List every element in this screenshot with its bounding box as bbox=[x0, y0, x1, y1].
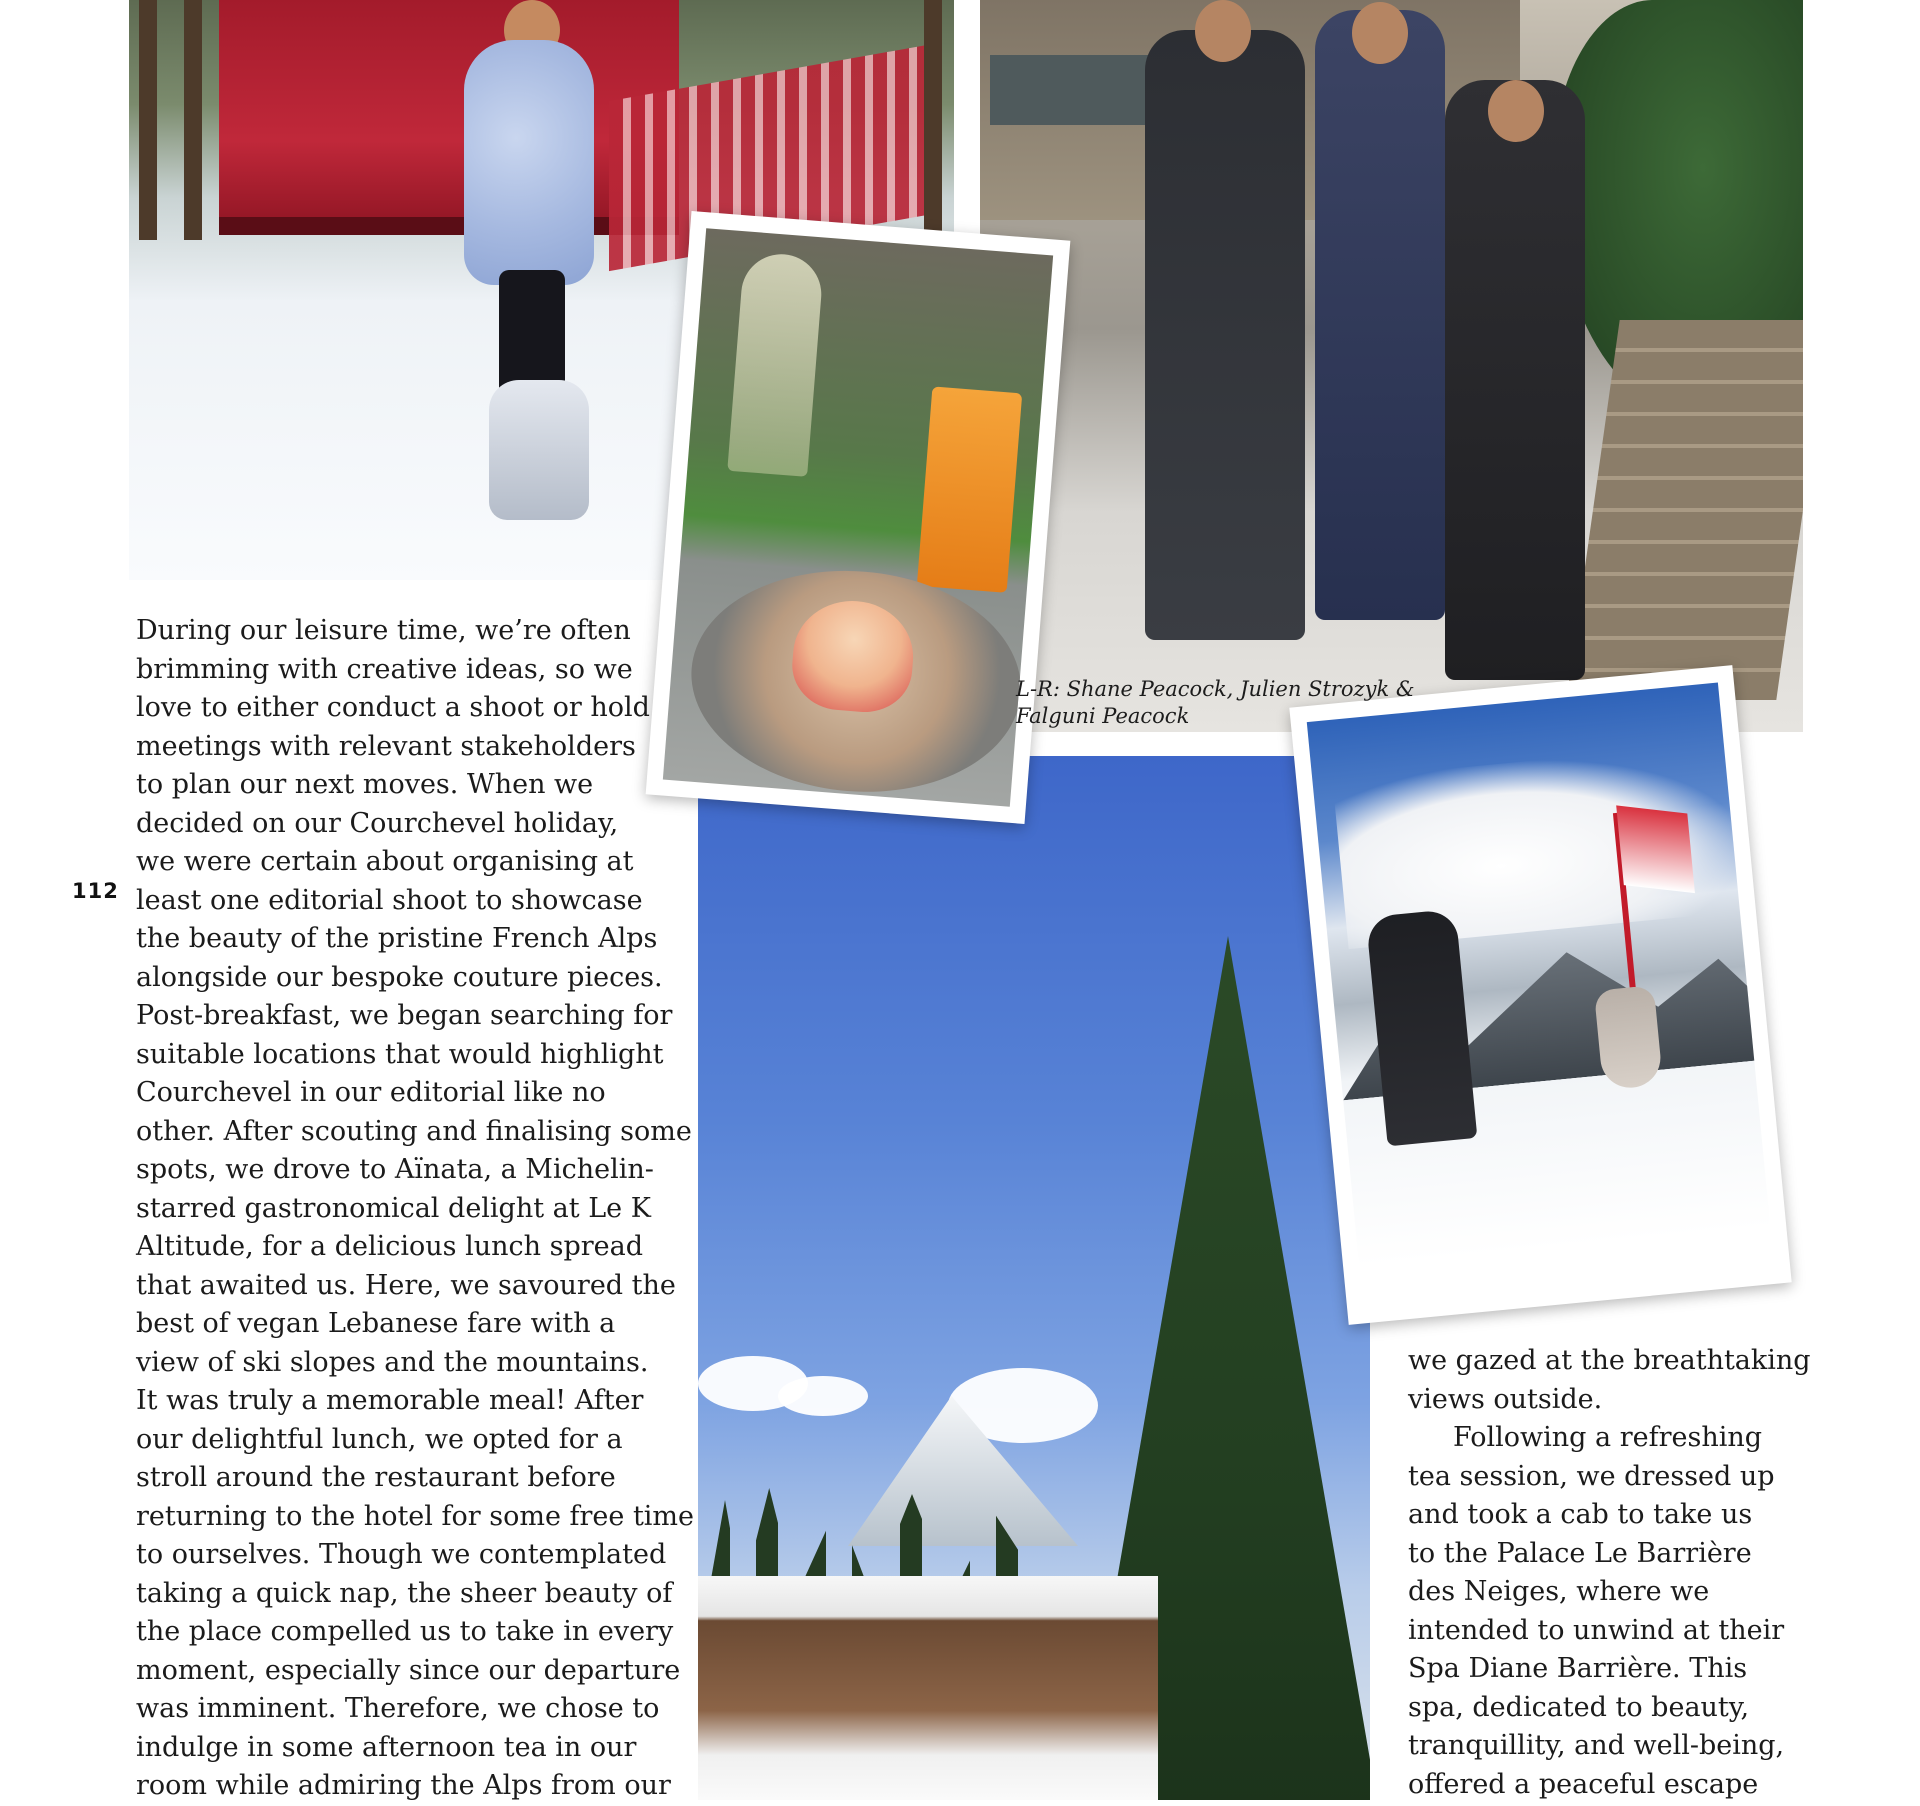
person-left-head bbox=[1195, 0, 1251, 62]
body-line: offered a peaceful escape bbox=[1408, 1768, 1759, 1800]
caption-line: Falguni Peacock bbox=[1016, 704, 1190, 728]
body-line: taking a quick nap, the sheer beauty of bbox=[136, 1577, 673, 1609]
body-line: room while admiring the Alps from our bbox=[136, 1770, 671, 1801]
body-line: moment, especially since our departure bbox=[136, 1654, 681, 1686]
photographer bbox=[1366, 909, 1478, 1147]
body-line-paragraph-start: Following a refreshing bbox=[1453, 1422, 1763, 1453]
body-line: suitable locations that would highlight bbox=[136, 1038, 664, 1070]
body-line: spots, we drove to Aïnata, a Michelin- bbox=[136, 1154, 654, 1185]
body-line: love to either conduct a shoot or hold bbox=[136, 692, 650, 723]
photographer-photo bbox=[1307, 683, 1771, 1268]
tree-trunk bbox=[184, 0, 202, 240]
person-right bbox=[1445, 80, 1585, 680]
photo-photographer-polaroid bbox=[1289, 665, 1791, 1325]
photo-pine-and-chalets bbox=[698, 756, 1370, 1800]
body-line: meetings with relevant stakeholders bbox=[136, 730, 636, 762]
tree-trunk bbox=[139, 0, 157, 240]
body-line: It was truly a memorable meal! After bbox=[136, 1385, 644, 1416]
body-line: decided on our Courchevel holiday, bbox=[136, 807, 619, 839]
figure-fur-coat bbox=[464, 40, 594, 285]
figure-snow-boots bbox=[489, 380, 589, 520]
body-line: the beauty of the pristine French Alps bbox=[136, 923, 658, 954]
body-line: Courchevel in our editorial like no bbox=[136, 1077, 606, 1108]
body-line: to ourselves. Though we contemplated bbox=[136, 1539, 667, 1570]
body-line: least one editorial shoot to showcase bbox=[136, 884, 643, 916]
body-line: stroll around the restaurant before bbox=[136, 1462, 616, 1493]
tree-trunk bbox=[924, 0, 942, 240]
body-line: to the Palace Le Barrière bbox=[1408, 1537, 1752, 1569]
photo-three-people bbox=[980, 0, 1803, 732]
article-right-column bbox=[1408, 1342, 1811, 1804]
snowy-chalets bbox=[698, 1576, 1158, 1800]
person-middle bbox=[1315, 10, 1445, 620]
body-line: returning to the hotel for some free time bbox=[136, 1500, 695, 1532]
body-line: we gazed at the breathtaking bbox=[1408, 1345, 1811, 1376]
body-line: tea session, we dressed up bbox=[1408, 1460, 1775, 1492]
building-window bbox=[990, 55, 1160, 125]
cloud bbox=[778, 1376, 868, 1416]
body-line: spa, dedicated to beauty, bbox=[1408, 1691, 1750, 1723]
caption-line: L-R: Shane Peacock, Julien Strozyk & bbox=[1016, 677, 1415, 701]
person-left bbox=[1145, 30, 1305, 640]
body-line: brimming with creative ideas, so we bbox=[136, 653, 633, 685]
body-line: tranquillity, and well-being, bbox=[1408, 1730, 1785, 1761]
body-line: alongside our bespoke couture pieces. bbox=[136, 961, 663, 993]
body-line: view of ski slopes and the mountains. bbox=[136, 1346, 649, 1378]
body-line: intended to unwind at their bbox=[1408, 1614, 1785, 1646]
page-number: 112 bbox=[72, 879, 119, 903]
body-line: other. After scouting and finalising some bbox=[136, 1115, 692, 1147]
body-line: Altitude, for a delicious lunch spread bbox=[136, 1231, 643, 1262]
body-line: to plan our next moves. When we bbox=[136, 769, 594, 800]
body-line: Spa Diane Barrière. This bbox=[1408, 1653, 1748, 1684]
body-line: best of vegan Lebanese fare with a bbox=[136, 1308, 616, 1339]
body-line: indulge in some afternoon tea in our bbox=[136, 1731, 637, 1763]
flag bbox=[1616, 805, 1695, 893]
photo-food-polaroid bbox=[646, 211, 1071, 824]
wine-glass bbox=[727, 251, 824, 477]
body-line: Post-breakfast, we began searching for bbox=[136, 1000, 673, 1031]
body-line: and took a cab to take us bbox=[1408, 1499, 1753, 1530]
body-line: des Neiges, where we bbox=[1408, 1576, 1710, 1607]
body-line: starred gastronomical delight at Le K bbox=[136, 1192, 651, 1224]
food-photo bbox=[663, 228, 1053, 807]
person-right-head bbox=[1488, 80, 1544, 142]
body-line: we were certain about organising at bbox=[136, 846, 634, 877]
article-left-column bbox=[136, 612, 696, 1806]
body-line: views outside. bbox=[1408, 1383, 1603, 1415]
body-line: that awaited us. Here, we savoured the bbox=[136, 1269, 676, 1301]
body-line: During our leisure time, we’re often bbox=[136, 615, 631, 646]
stone-wall bbox=[1566, 320, 1803, 700]
body-line: was imminent. Therefore, we chose to bbox=[136, 1693, 660, 1724]
person-middle-head bbox=[1352, 2, 1408, 64]
photo-caption bbox=[1016, 676, 1436, 730]
body-line: the place compelled us to take in every bbox=[136, 1616, 674, 1647]
body-line: our delightful lunch, we opted for a bbox=[136, 1423, 623, 1455]
juice-glass bbox=[917, 386, 1022, 592]
